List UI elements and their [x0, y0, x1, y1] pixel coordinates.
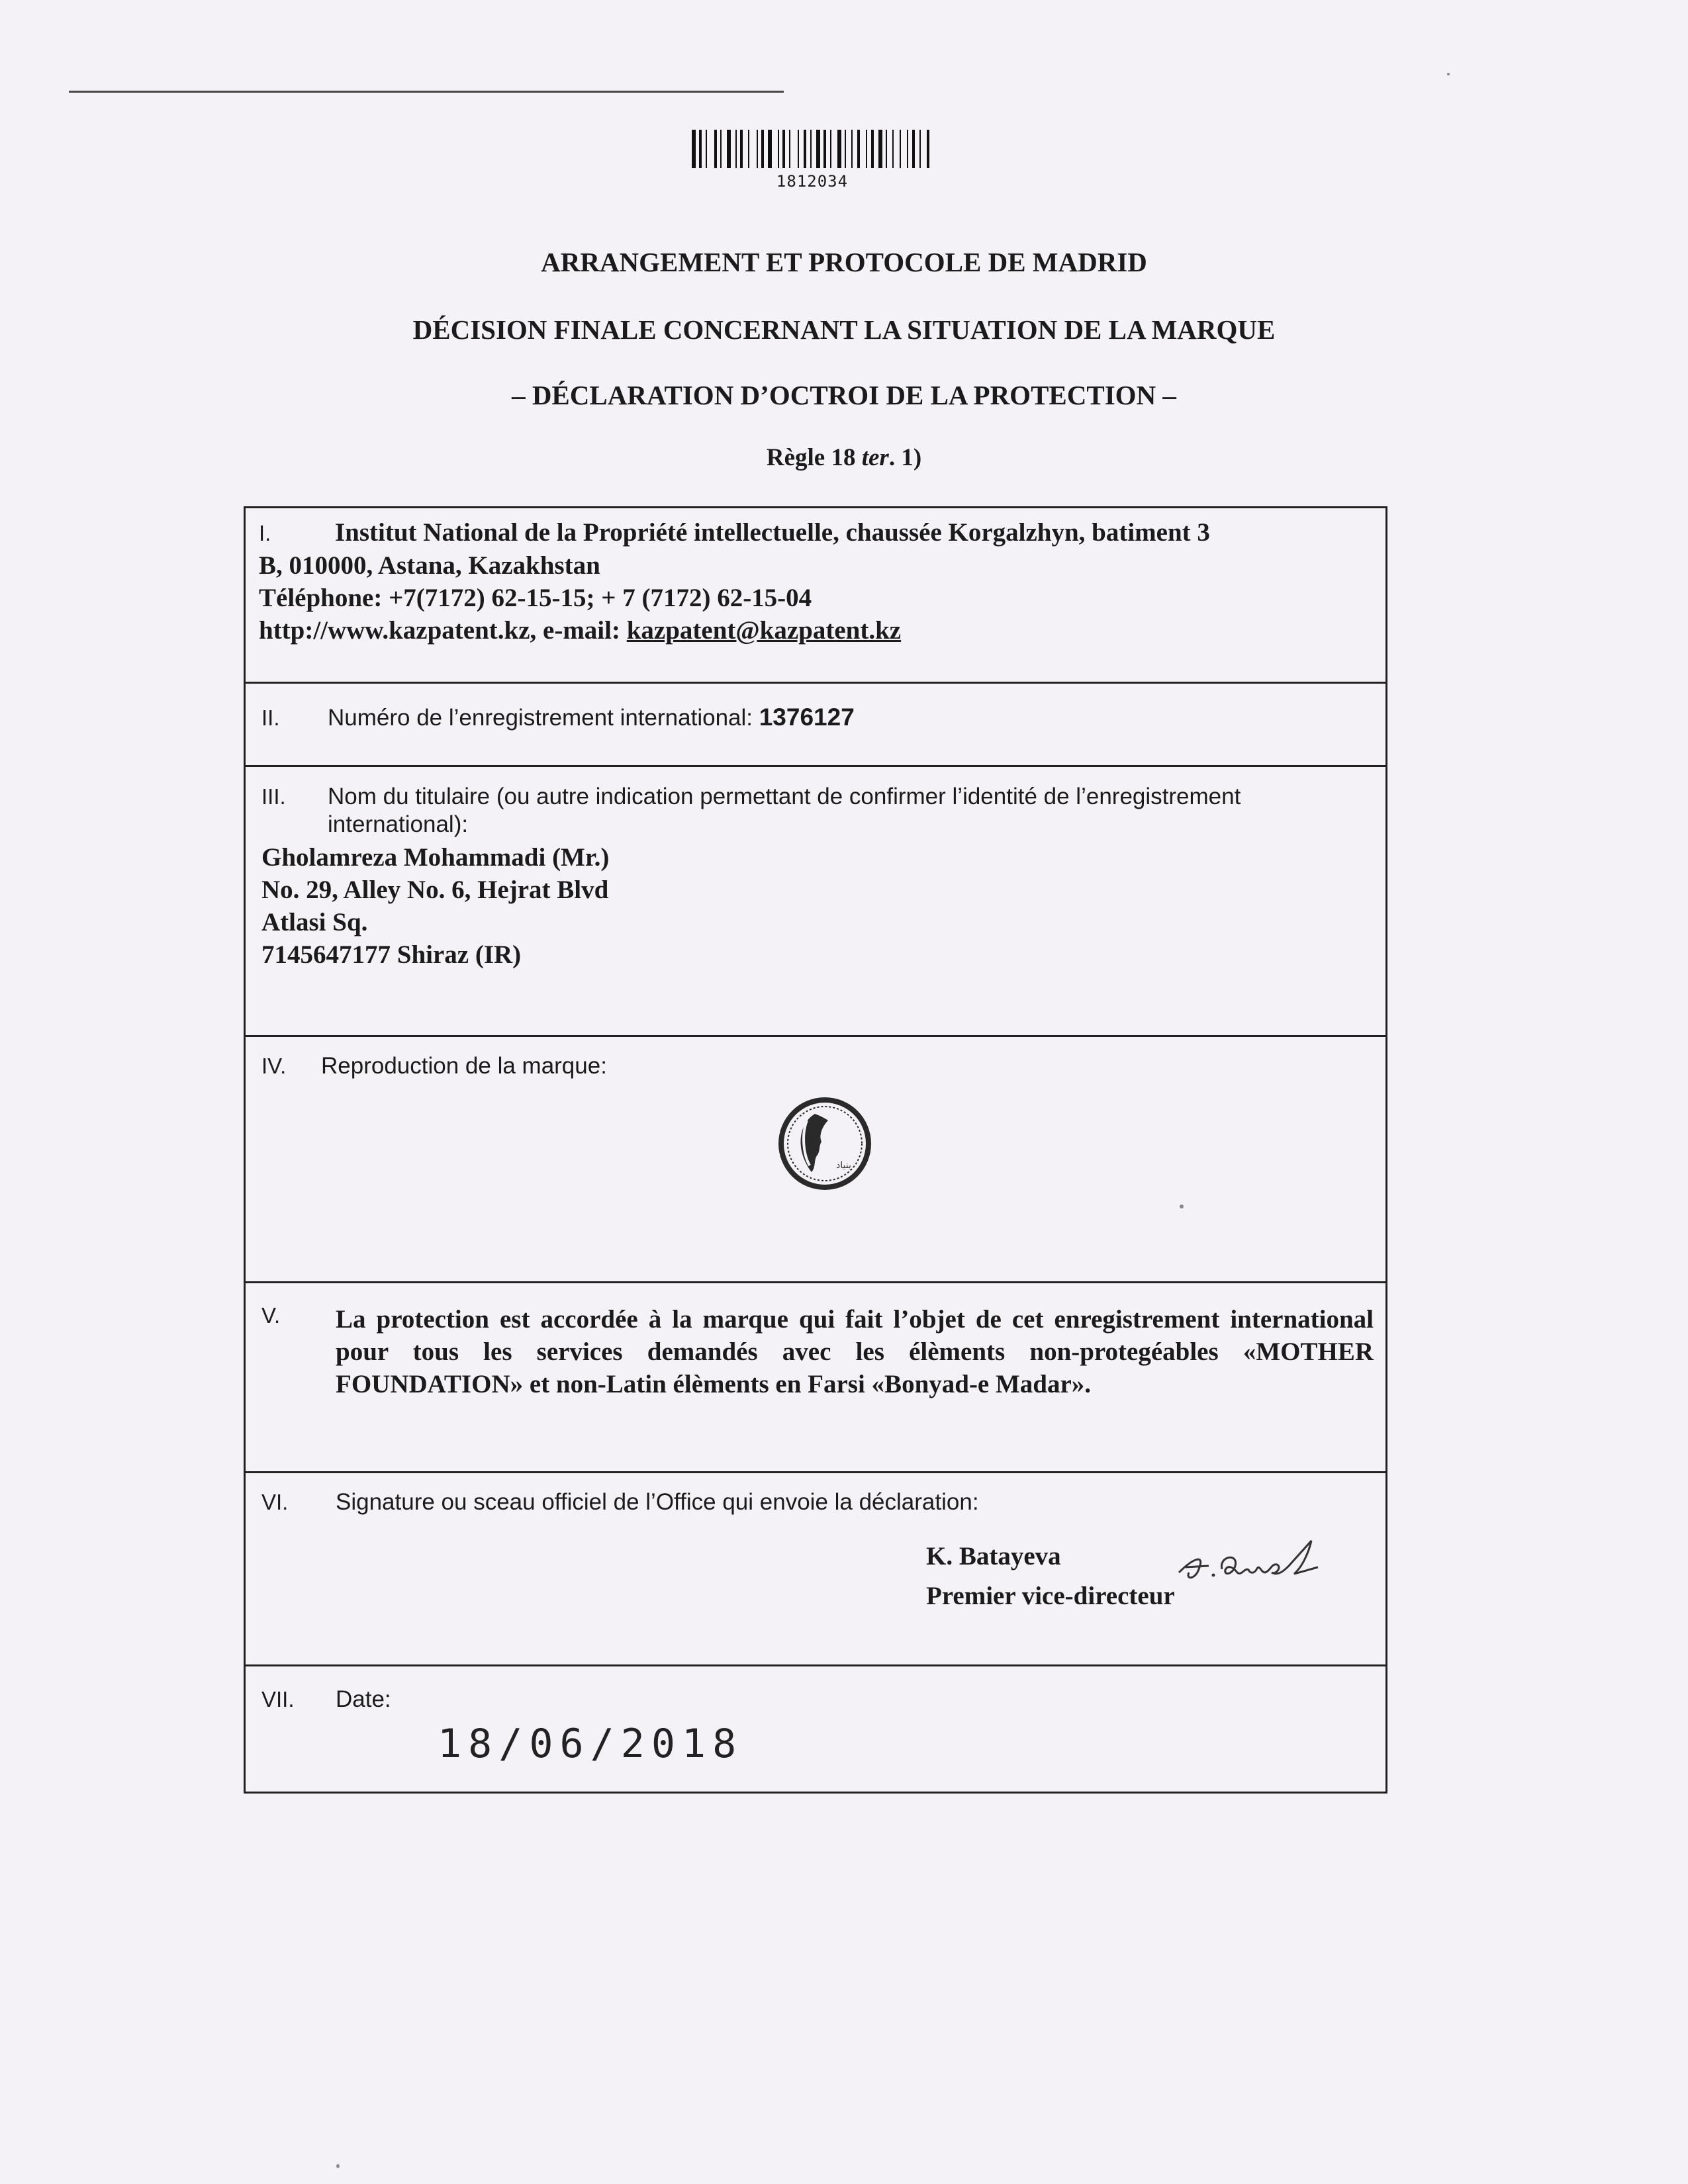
- barcode-bar: [830, 130, 831, 168]
- barcode-bar: [696, 130, 698, 168]
- holder-address-line3: 7145647177 Shiraz (IR): [261, 940, 522, 969]
- rule-suffix: . 1): [888, 444, 922, 471]
- barcode-bar: [927, 130, 929, 168]
- barcode-bar: [869, 130, 870, 168]
- holder-block: [261, 783, 1374, 971]
- office-address-line2: B, 010000, Astana, Kazakhstan: [259, 551, 600, 580]
- barcode-bar: [851, 130, 853, 168]
- registration-number: 1376127: [759, 704, 855, 731]
- barcode-bar: [842, 130, 843, 168]
- barcode: [677, 130, 948, 191]
- barcode-bar: [748, 130, 749, 168]
- section-number: V.: [261, 1303, 281, 1328]
- barcode-bar: [919, 130, 921, 168]
- barcode-bar: [871, 130, 874, 168]
- barcode-bar: [782, 130, 785, 168]
- barcode-bar: [706, 130, 707, 168]
- office-website: http://www.kazpatent.kz, e-mail:: [259, 616, 627, 645]
- document-title: ARRANGEMENT ET PROTOCOLE DE MADRID: [541, 247, 1147, 277]
- barcode-bar: [828, 130, 829, 168]
- office-details: [259, 516, 1378, 647]
- barcode-bar: [823, 130, 826, 168]
- section-protection-statement: [244, 1283, 1387, 1473]
- office-phone: Téléphone: +7(7172) 62-15-15; + 7 (7172) 62-15-04: [259, 584, 812, 612]
- barcode-bar: [886, 130, 887, 168]
- barcode-bar: [773, 130, 776, 168]
- barcode-bar: [931, 130, 933, 168]
- barcode-bar: [878, 130, 882, 168]
- barcode-bar: [727, 130, 731, 168]
- holder-desc-line1: Nom du titulaire (ou autre indication permettant de confirmer l’identité de l’enregistrement: [328, 784, 1241, 809]
- barcode-bar: [837, 130, 841, 168]
- section-date: [244, 1666, 1387, 1794]
- barcode-bar: [883, 130, 884, 168]
- barcode-bar: [821, 130, 822, 168]
- barcode-bar: [810, 130, 812, 168]
- barcode-bar: [757, 130, 758, 168]
- barcode-bar: [724, 130, 726, 168]
- barcode-bar: [761, 130, 764, 168]
- barcode-bar: [708, 130, 712, 168]
- holder-name: Gholamreza Mohammadi (Mr.): [261, 843, 610, 872]
- holder-desc-line2: international):: [328, 811, 469, 837]
- barcode-number: 1812034: [776, 172, 849, 191]
- rule-prefix: Règle 18: [766, 444, 862, 471]
- barcode-bar: [735, 130, 737, 168]
- barcode-bar: [861, 130, 865, 168]
- barcode-bar: [866, 130, 867, 168]
- barcode-bar: [857, 130, 860, 168]
- handwritten-signature: [1172, 1533, 1371, 1596]
- barcode-bar: [745, 130, 747, 168]
- barcode-bar: [789, 130, 790, 168]
- barcode-bar: [768, 130, 772, 168]
- barcode-bar: [875, 130, 876, 168]
- date-label: Date:: [336, 1686, 391, 1712]
- barcode-bar: [907, 130, 908, 168]
- section-number: IV.: [261, 1054, 287, 1078]
- section-signature: [244, 1473, 1387, 1666]
- office-web: [259, 614, 1378, 647]
- declaration-title: – DÉCLARATION D’OCTROI DE LA PROTECTION –: [512, 380, 1176, 410]
- section-office: [244, 506, 1387, 684]
- holder-address-line1: No. 29, Alley No. 6, Hejrat Blvd: [261, 876, 609, 904]
- barcode-bars: [677, 130, 948, 168]
- scan-speck: [1447, 73, 1450, 75]
- svg-text:ﺑﻨﯿﺎﺩ: ﺑﻨﯿﺎﺩ: [836, 1160, 851, 1171]
- barcode-bar: [704, 130, 705, 168]
- holder-description: [261, 783, 1374, 839]
- registration-label: Numéro de l’enregistrement international:: [328, 705, 759, 731]
- holder-name-address: [261, 841, 1374, 971]
- barcode-bar: [732, 130, 733, 168]
- barcode-bar: [854, 130, 855, 168]
- barcode-bar: [845, 130, 846, 168]
- barcode-bar: [816, 130, 820, 168]
- rule-reference: [0, 443, 1688, 472]
- barcode-bar: [912, 130, 915, 168]
- section-number: VII.: [261, 1687, 295, 1711]
- barcode-bar: [759, 130, 760, 168]
- barcode-bar: [740, 130, 743, 168]
- barcode-bar: [692, 130, 696, 168]
- barcode-bar: [766, 130, 767, 168]
- office-email-link[interactable]: kazpatent@kazpatent.kz: [626, 616, 902, 645]
- section-holder: [244, 767, 1387, 1037]
- signer-block: [926, 1537, 1175, 1616]
- mark-label-line: [261, 1053, 607, 1079]
- signer-title: Premier vice-directeur: [926, 1582, 1175, 1610]
- barcode-bar: [808, 130, 810, 168]
- scan-speck: [336, 2164, 340, 2168]
- section-mark-reproduction: [244, 1037, 1387, 1283]
- barcode-bar: [910, 130, 912, 168]
- mark-label: Reproduction de la marque:: [321, 1053, 607, 1079]
- section-number: II.: [261, 705, 280, 730]
- barcode-bar: [699, 130, 702, 168]
- barcode-bar: [800, 130, 802, 168]
- signature-label-line: [261, 1489, 979, 1516]
- rule-italic: ter: [861, 444, 889, 471]
- signer-name: K. Batayeva: [926, 1542, 1061, 1570]
- barcode-bar: [833, 130, 835, 168]
- barcode-bar: [751, 130, 755, 168]
- barcode-bar: [889, 130, 892, 168]
- section-registration-number: [244, 684, 1387, 767]
- scan-speck: [1180, 1205, 1184, 1208]
- section-number: I.: [259, 521, 271, 545]
- barcode-bar: [892, 130, 894, 168]
- barcode-bar: [720, 130, 722, 168]
- barcode-bar: [798, 130, 799, 168]
- mother-foundation-logo-icon: [775, 1094, 874, 1197]
- barcode-bar: [787, 130, 788, 168]
- barcode-bar: [778, 130, 779, 168]
- barcode-bar: [900, 130, 901, 168]
- barcode-bar: [813, 130, 814, 168]
- barcode-bar: [737, 130, 739, 168]
- barcode-bar: [714, 130, 717, 168]
- barcode-bar: [902, 130, 906, 168]
- barcode-bar: [848, 130, 851, 168]
- section-number: VI.: [261, 1490, 289, 1514]
- top-rule: [69, 91, 784, 93]
- signature-label: Signature ou sceau officiel de l’Office qui envoie la déclaration:: [336, 1489, 979, 1515]
- office-address-line1: Institut National de la Propriété intellectuelle, chaussée Korgalzhyn, batiment 3: [335, 518, 1210, 547]
- date-stamp: 18/06/2018: [438, 1721, 743, 1767]
- holder-address-line2: Atlasi Sq.: [261, 908, 368, 936]
- registration-line: [261, 704, 855, 731]
- section-number: III.: [261, 784, 286, 809]
- barcode-bar: [780, 130, 781, 168]
- document-subtitle: DÉCISION FINALE CONCERNANT LA SITUATION DE LA MARQUE: [412, 314, 1276, 345]
- barcode-bar: [916, 130, 917, 168]
- date-label-line: [261, 1686, 391, 1713]
- barcode-bar: [718, 130, 719, 168]
- barcode-bar: [804, 130, 806, 168]
- barcode-bar: [921, 130, 925, 168]
- barcode-bar: [792, 130, 796, 168]
- protection-text: La protection est accordée à la marque qui fait l’objet de cet enregistrement international pour tous les services demandés avec les élèments non-protegéables «MOTHER FOUNDATION» et non-Latin élèments en Farsi «Bonyad-e Madar».: [336, 1305, 1374, 1398]
- barcode-bar: [895, 130, 898, 168]
